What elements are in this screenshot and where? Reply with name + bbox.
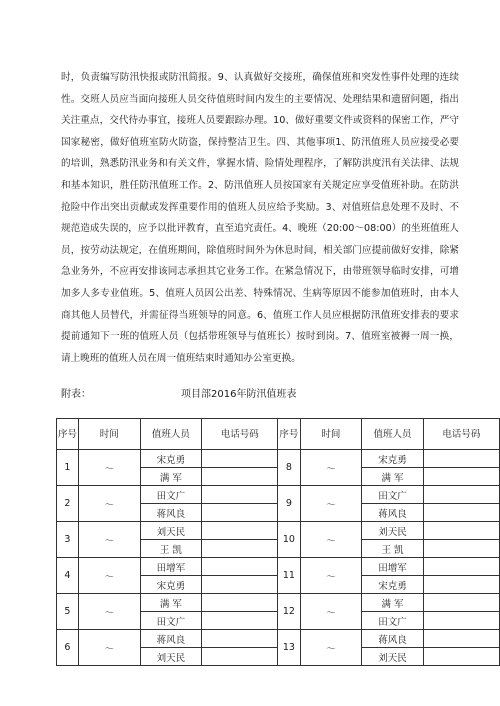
phone-cell <box>202 540 278 558</box>
table-header-row <box>57 419 500 450</box>
staff-name: 田文广 <box>140 612 202 630</box>
staff-name: 满 军 <box>140 594 202 612</box>
row-number: 5 <box>57 594 79 630</box>
row-number: 3 <box>57 522 79 558</box>
row-time: ～ <box>78 450 140 486</box>
table-body <box>57 450 500 666</box>
row-number-right: 9 <box>278 486 300 522</box>
phone-cell <box>202 576 278 594</box>
row-time-right: ～ <box>300 450 362 486</box>
header-no: 序号 <box>57 419 79 450</box>
phone-cell-right <box>423 594 499 612</box>
staff-name-right: 王 凯 <box>362 540 424 558</box>
staff-name: 田增军 <box>140 558 202 576</box>
row-number: 4 <box>57 558 79 594</box>
row-number-right: 12 <box>278 594 300 630</box>
staff-name-right: 蒋风良 <box>362 504 424 522</box>
phone-cell-right <box>423 648 499 666</box>
row-time: ～ <box>78 630 140 666</box>
table-row <box>57 630 500 648</box>
phone-cell <box>202 504 278 522</box>
attachment-heading <box>61 385 461 405</box>
row-number: 2 <box>57 486 79 522</box>
phone-cell <box>202 612 278 630</box>
phone-cell-right <box>423 576 499 594</box>
phone-cell-right <box>423 540 499 558</box>
phone-cell <box>202 468 278 486</box>
phone-cell-right <box>423 468 499 486</box>
table-row <box>57 450 500 468</box>
staff-name: 蒋风良 <box>140 630 202 648</box>
row-time: ～ <box>78 522 140 558</box>
header-phone-right: 电话号码 <box>423 419 499 450</box>
phone-cell-right <box>423 522 499 540</box>
phone-cell <box>202 648 278 666</box>
staff-name-right: 宋克勇 <box>362 450 424 468</box>
row-number: 6 <box>57 630 79 666</box>
staff-name-right: 田增军 <box>362 558 424 576</box>
staff-name-right: 刘天民 <box>362 648 424 666</box>
row-number-right: 11 <box>278 558 300 594</box>
staff-name-right: 宋克勇 <box>362 576 424 594</box>
row-time: ～ <box>78 594 140 630</box>
table-title: 项目部2016年防汛值班表 <box>181 389 297 400</box>
header-staff-right: 值班人员 <box>362 419 424 450</box>
staff-name: 田文广 <box>140 486 202 504</box>
staff-name: 蒋风良 <box>140 504 202 522</box>
table-row <box>57 486 500 504</box>
row-time-right: ～ <box>300 558 362 594</box>
table-row <box>57 558 500 576</box>
row-number-right: 8 <box>278 450 300 486</box>
staff-name-right: 田文广 <box>362 612 424 630</box>
phone-cell <box>202 594 278 612</box>
row-time-right: ～ <box>300 522 362 558</box>
header-time: 时间 <box>78 419 140 450</box>
staff-name-right: 田文广 <box>362 486 424 504</box>
attachment-label: 附表： <box>61 389 91 400</box>
phone-cell <box>202 630 278 648</box>
phone-cell-right <box>423 486 499 504</box>
body-paragraph: 时，负责编写防汛快报或防汛简报。9、认真做好交接班，确保值班和突发性事件处理的连续性。交班人员应当面向接班人员交待值班时间内发生的主要情况、处理结果和遗留问题，指出关注重点，交代待办事宜，接班人员要跟踪办理。10、做好重要文件或资料的保密工作，严守国家秘密，做好值班室防火防盗，保持整洁卫生。四、其他事项1、防汛值班人员应接受必要的培训，熟悉防汛业务和有关文件，掌握水情、险情处理程序，了解防洪度汛有关法律、法规和基本知识，胜任防汛值班工作。2、防汛值班人员按国家有关规定应享受值班补助。在防洪抢险中作出突出贡献或发挥重要作用的值班人员应给予奖励。3、对值班信息处理不及时、不规范造成失误的，应予以批评教育，直至追究责任。4、晚班（20:00～08:00）的坐班值班人员，按劳动法规定，在值班期间，除值班时间外为休息时间，相关部门应提前做好安排，除紧急业务外，不应再安排该同志承担其它业务工作。在紧急情况下，由带班领导临时安排，可增加多人多专业值班。5、值班人员因公出差、特殊情况、生病等原因不能参加值班时，由本人商其他人员替代，并需征得当班领导的同意。6、值班工作人员应根据防汛值班安排表的要求提前通知下一班的值班人员（包括带班领导与值班长）按时到岗。7、值班室被褥一周一换，请上晚班的值班人员在周一值班结束时通知办公室更换。 <box>61 72 459 364</box>
staff-name: 宋克勇 <box>140 450 202 468</box>
row-time-right: ～ <box>300 486 362 522</box>
staff-name-right: 刘天民 <box>362 522 424 540</box>
staff-name: 满 军 <box>140 468 202 486</box>
phone-cell-right <box>423 630 499 648</box>
phone-cell <box>202 486 278 504</box>
phone-cell-right <box>423 612 499 630</box>
row-time: ～ <box>78 558 140 594</box>
staff-name: 刘天民 <box>140 522 202 540</box>
row-time-right: ～ <box>300 594 362 630</box>
phone-cell <box>202 450 278 468</box>
staff-name-right: 满 军 <box>362 468 424 486</box>
row-time-right: ～ <box>300 630 362 666</box>
row-number-right: 13 <box>278 630 300 666</box>
phone-cell-right <box>423 558 499 576</box>
staff-name: 刘天民 <box>140 648 202 666</box>
phone-cell <box>202 522 278 540</box>
header-staff: 值班人员 <box>140 419 202 450</box>
phone-cell-right <box>423 450 499 468</box>
header-phone: 电话号码 <box>202 419 278 450</box>
phone-cell <box>202 558 278 576</box>
staff-name-right: 蒋风良 <box>362 630 424 648</box>
duty-roster-table <box>56 418 500 666</box>
table-row <box>57 594 500 612</box>
staff-name-right: 满 军 <box>362 594 424 612</box>
table-row <box>57 522 500 540</box>
staff-name: 宋克勇 <box>140 576 202 594</box>
phone-cell-right <box>423 504 499 522</box>
header-time-right: 时间 <box>300 419 362 450</box>
staff-name: 王 凯 <box>140 540 202 558</box>
row-time: ～ <box>78 486 140 522</box>
row-number: 1 <box>57 450 79 486</box>
header-no-right: 序号 <box>278 419 300 450</box>
row-number-right: 10 <box>278 522 300 558</box>
